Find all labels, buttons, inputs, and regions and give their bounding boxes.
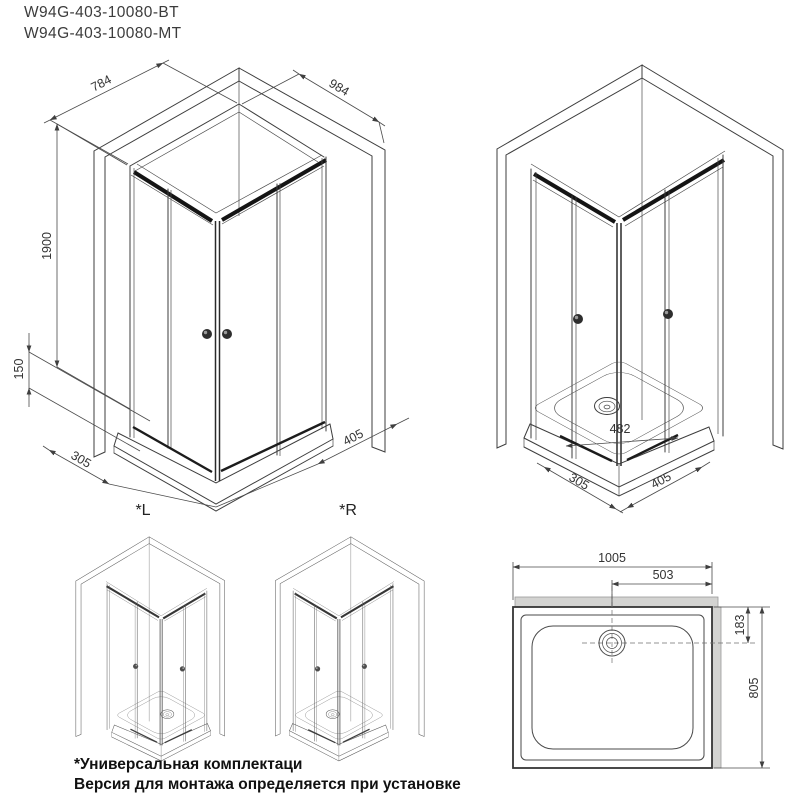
footnote — [74, 755, 461, 795]
footnote-line-1: *Универсальная комплектаци — [74, 756, 303, 773]
variant-l-drawing — [76, 537, 225, 761]
product-code-2: W94G-403-10080-MT — [24, 25, 182, 42]
dim-984 — [242, 70, 385, 143]
variant-r-drawing — [275, 537, 424, 761]
left-iso-drawing — [12, 60, 409, 511]
dim-405-left — [216, 418, 409, 507]
tray-top-view — [513, 551, 770, 768]
product-code-1: W94G-403-10080-BT — [24, 4, 179, 21]
dim-405-right — [620, 462, 710, 512]
wall-band-right — [712, 607, 721, 768]
dim-150-label: 150 — [12, 358, 26, 380]
variant-r-label: *R — [339, 502, 357, 519]
door-knob — [202, 329, 232, 339]
dim-150 — [12, 333, 150, 451]
tray-outer — [513, 607, 712, 768]
right-iso-drawing — [497, 65, 783, 513]
dim-1900-label: 1900 — [40, 232, 54, 260]
dim-305-right-label: 305 — [566, 470, 592, 493]
variant-l-label: *L — [135, 502, 151, 519]
dim-405-right-label: 405 — [648, 469, 674, 492]
dim-305-left-label: 305 — [68, 448, 94, 471]
footnote-line-2: Версия для монтажа определяется при установке — [74, 776, 461, 793]
dim-482-label: 482 — [609, 422, 631, 436]
dim-1005-label: 1005 — [598, 551, 626, 565]
dim-183-label: 183 — [733, 614, 747, 636]
dim-305-right — [537, 463, 623, 513]
dim-784-label: 784 — [88, 72, 114, 95]
dim-405-left-label: 405 — [340, 426, 366, 449]
dim-1005 — [513, 551, 712, 600]
dim-984-label: 984 — [326, 76, 352, 99]
wall-band-top — [515, 597, 718, 607]
dim-503-label: 503 — [652, 568, 674, 582]
dim-805-label: 805 — [747, 677, 761, 699]
dim-784 — [44, 60, 237, 164]
